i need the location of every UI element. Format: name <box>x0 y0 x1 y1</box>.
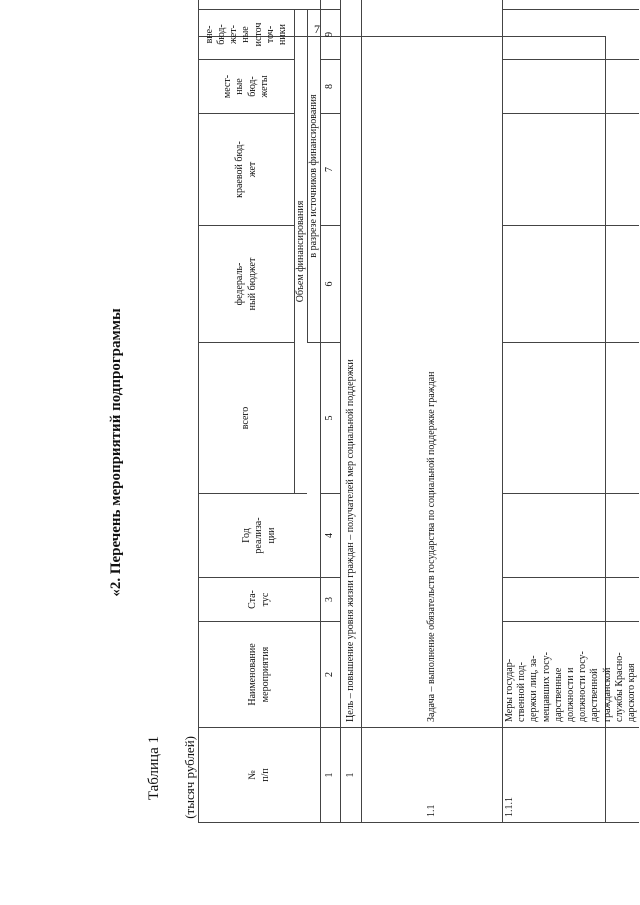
item-cell <box>502 578 639 622</box>
header-extra: вне- бюд- жет- ные источ точ- ники <box>198 10 294 60</box>
header-year: Год реализа- ции <box>198 494 320 578</box>
col-number: 1 <box>320 728 340 823</box>
header-regional: краевой бюд- жет <box>198 114 294 226</box>
col-number: 6 <box>320 226 340 343</box>
section-title: «2. Перечень мероприятий подпрограммы <box>108 308 124 597</box>
header-federal: федераль- ный бюджет <box>198 226 294 343</box>
item-cell <box>502 226 639 343</box>
units-label: (тысяч рублей) <box>182 736 197 819</box>
col-number: 8 <box>320 60 340 114</box>
item-cell <box>502 494 639 578</box>
col-number: 5 <box>320 343 340 494</box>
item-cell <box>502 0 639 10</box>
table-label: Таблица 1 <box>146 736 162 801</box>
task-text: Задача – выполнение обязательств государства по социальной поддержке граждан <box>361 0 502 728</box>
measures-table <box>198 22 637 823</box>
col-number: 9 <box>320 10 340 60</box>
col-number: 2 <box>320 622 340 728</box>
col-number <box>320 0 340 10</box>
header-total: всего <box>198 343 294 494</box>
goal-text: Цель – повышение уровня жизни граждан – получателей мер социальной поддержки <box>340 0 361 728</box>
header-num: № п/п <box>198 728 320 823</box>
item-name: Меры государ- ственной под- держки лиц, за- мещавших госу- дарственные должности и должности госу- дарственной гражданской службы Красно- дарского края <box>502 622 639 728</box>
goal-num: 1 <box>340 728 361 823</box>
col-number: 3 <box>320 578 340 622</box>
item-cell <box>502 343 639 494</box>
header-name: Наименование мероприятия <box>198 622 320 728</box>
header-status: Ста- тус <box>198 578 320 622</box>
task-num: 1.1 <box>361 728 502 823</box>
col-number: 4 <box>320 494 340 578</box>
item-num: 1.1.1 <box>502 728 639 823</box>
header-local: мест- ные бюд- жеты <box>198 60 294 114</box>
item-cell <box>502 60 639 114</box>
header-result <box>198 0 320 10</box>
col-number: 7 <box>320 114 340 226</box>
header-funding-group: Объем финансирования <box>294 10 307 494</box>
item-cell <box>502 114 639 226</box>
header-funding-sources: в разрезе источников финансирования <box>307 10 320 343</box>
item-cell <box>502 10 639 60</box>
page-number: 7 <box>314 22 320 36</box>
